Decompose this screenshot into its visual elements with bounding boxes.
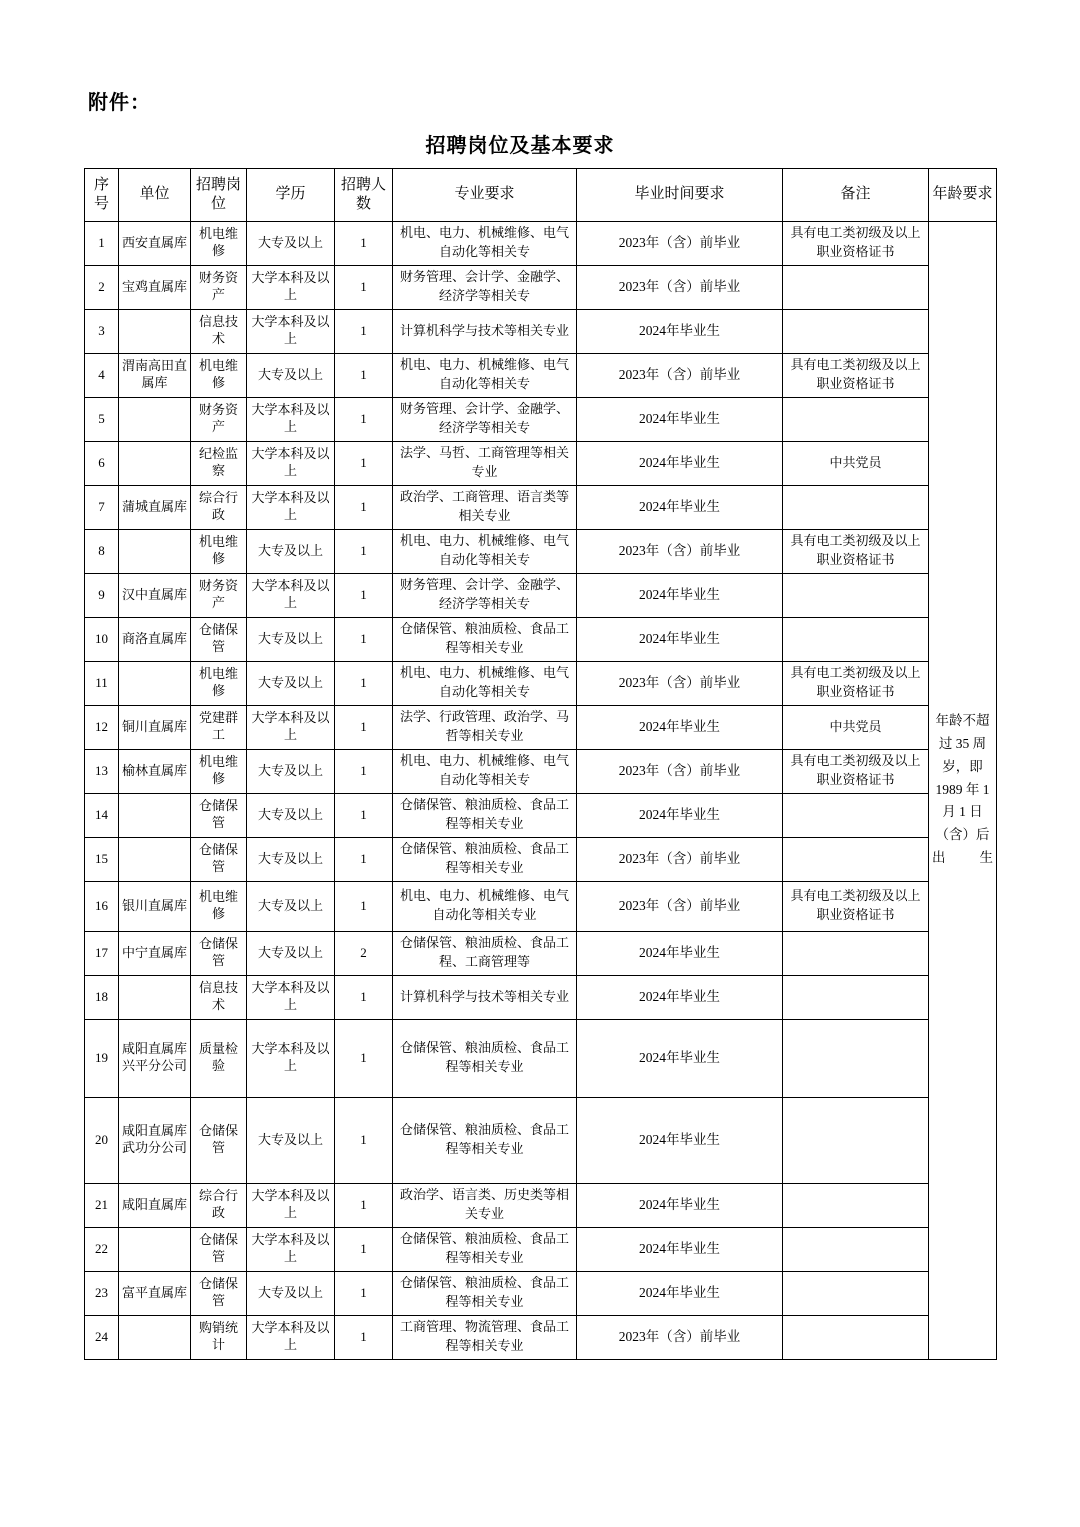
- cell-unit: [119, 1227, 191, 1271]
- cell-graduation: 2023年（含）前毕业: [577, 837, 783, 881]
- cell-major: 政治学、语言类、历史类等相关专业: [393, 1183, 577, 1227]
- cell-note: 具有电工类初级及以上职业资格证书: [783, 661, 929, 705]
- cell-education: 大专及以上: [247, 881, 335, 931]
- cell-note: 具有电工类初级及以上职业资格证书: [783, 881, 929, 931]
- cell-note: [783, 617, 929, 661]
- cell-note: 中共党员: [783, 705, 929, 749]
- header-post: 招聘岗位: [191, 169, 247, 222]
- cell-major: 机电、电力、机械维修、电气自动化等相关专: [393, 353, 577, 397]
- cell-graduation: 2023年（含）前毕业: [577, 881, 783, 931]
- cell-num: 15: [85, 837, 119, 881]
- cell-num: 5: [85, 397, 119, 441]
- cell-education: 大专及以上: [247, 617, 335, 661]
- table-row: [85, 931, 997, 975]
- cell-post: 购销统计: [191, 1315, 247, 1359]
- table-row: [85, 573, 997, 617]
- cell-count: 1: [335, 1019, 393, 1097]
- table-header-row: [85, 169, 997, 222]
- cell-count: 1: [335, 221, 393, 265]
- cell-count: 1: [335, 529, 393, 573]
- cell-unit: 宝鸡直属库: [119, 265, 191, 309]
- cell-education: 大专及以上: [247, 931, 335, 975]
- cell-num: 11: [85, 661, 119, 705]
- cell-education: 大学本科及以上: [247, 705, 335, 749]
- cell-graduation: 2024年毕业生: [577, 485, 783, 529]
- cell-education: 大专及以上: [247, 353, 335, 397]
- cell-major: 计算机科学与技术等相关专业: [393, 975, 577, 1019]
- cell-age-requirement: 年龄不超过 35 周岁，即 1989 年 1 月 1 日（含）后出生: [929, 221, 997, 1359]
- header-num: 序号: [85, 169, 119, 222]
- cell-graduation: 2024年毕业生: [577, 617, 783, 661]
- cell-graduation: 2023年（含）前毕业: [577, 529, 783, 573]
- cell-major: 工商管理、物流管理、食品工程等相关专业: [393, 1315, 577, 1359]
- cell-note: 具有电工类初级及以上职业资格证书: [783, 749, 929, 793]
- cell-count: 1: [335, 1097, 393, 1183]
- table-row: [85, 617, 997, 661]
- cell-post: 仓储保管: [191, 1227, 247, 1271]
- cell-count: 2: [335, 931, 393, 975]
- cell-note: 具有电工类初级及以上职业资格证书: [783, 529, 929, 573]
- cell-num: 8: [85, 529, 119, 573]
- cell-unit: [119, 529, 191, 573]
- cell-education: 大学本科及以上: [247, 397, 335, 441]
- cell-post: 综合行政: [191, 1183, 247, 1227]
- cell-count: 1: [335, 793, 393, 837]
- table-row: [85, 1315, 997, 1359]
- cell-graduation: 2024年毕业生: [577, 793, 783, 837]
- table-row: [85, 975, 997, 1019]
- cell-graduation: 2023年（含）前毕业: [577, 1315, 783, 1359]
- cell-note: [783, 573, 929, 617]
- cell-unit: 铜川直属库: [119, 705, 191, 749]
- cell-num: 3: [85, 309, 119, 353]
- header-education: 学历: [247, 169, 335, 222]
- cell-post: 质量检验: [191, 1019, 247, 1097]
- cell-major: 仓储保管、粮油质检、食品工程等相关专业: [393, 837, 577, 881]
- cell-major: 机电、电力、机械维修、电气自动化等相关专业: [393, 881, 577, 931]
- cell-count: 1: [335, 1315, 393, 1359]
- cell-unit: 蒲城直属库: [119, 485, 191, 529]
- cell-major: 仓储保管、粮油质检、食品工程等相关专业: [393, 793, 577, 837]
- cell-num: 1: [85, 221, 119, 265]
- cell-unit: 咸阳直属库兴平分公司: [119, 1019, 191, 1097]
- attachment-label: 附件：: [88, 92, 151, 114]
- table-row: [85, 485, 997, 529]
- cell-education: 大学本科及以上: [247, 485, 335, 529]
- cell-major: 机电、电力、机械维修、电气自动化等相关专: [393, 749, 577, 793]
- cell-num: 14: [85, 793, 119, 837]
- cell-education: 大学本科及以上: [247, 1019, 335, 1097]
- cell-unit: [119, 397, 191, 441]
- cell-count: 1: [335, 617, 393, 661]
- cell-num: 16: [85, 881, 119, 931]
- cell-note: [783, 309, 929, 353]
- table-row: [85, 1019, 997, 1097]
- cell-major: 仓储保管、粮油质检、食品工程等相关专业: [393, 617, 577, 661]
- cell-count: 1: [335, 975, 393, 1019]
- cell-education: 大学本科及以上: [247, 441, 335, 485]
- cell-note: [783, 931, 929, 975]
- table-row: [85, 221, 997, 265]
- cell-graduation: 2024年毕业生: [577, 975, 783, 1019]
- cell-graduation: 2023年（含）前毕业: [577, 265, 783, 309]
- cell-post: 机电维修: [191, 661, 247, 705]
- cell-major: 仓储保管、粮油质检、食品工程等相关专业: [393, 1097, 577, 1183]
- cell-major: 仓储保管、粮油质检、食品工程等相关专业: [393, 1227, 577, 1271]
- table-row: [85, 1097, 997, 1183]
- cell-post: 仓储保管: [191, 617, 247, 661]
- cell-num: 21: [85, 1183, 119, 1227]
- cell-note: [783, 1183, 929, 1227]
- cell-num: 2: [85, 265, 119, 309]
- cell-note: [783, 1019, 929, 1097]
- cell-note: [783, 485, 929, 529]
- table-row: [85, 837, 997, 881]
- cell-post: 仓储保管: [191, 931, 247, 975]
- cell-graduation: 2024年毕业生: [577, 441, 783, 485]
- cell-education: 大学本科及以上: [247, 309, 335, 353]
- cell-education: 大学本科及以上: [247, 265, 335, 309]
- cell-unit: [119, 837, 191, 881]
- cell-unit: 渭南高田直属库: [119, 353, 191, 397]
- cell-major: 财务管理、会计学、金融学、经济学等相关专: [393, 573, 577, 617]
- cell-major: 计算机科学与技术等相关专业: [393, 309, 577, 353]
- cell-unit: [119, 661, 191, 705]
- table-row: [85, 1227, 997, 1271]
- cell-note: [783, 397, 929, 441]
- cell-post: 综合行政: [191, 485, 247, 529]
- cell-major: 仓储保管、粮油质检、食品工程等相关专业: [393, 1019, 577, 1097]
- cell-note: [783, 1227, 929, 1271]
- cell-num: 20: [85, 1097, 119, 1183]
- cell-note: [783, 793, 929, 837]
- cell-num: 23: [85, 1271, 119, 1315]
- cell-count: 1: [335, 1271, 393, 1315]
- cell-post: 信息技术: [191, 309, 247, 353]
- table-row: [85, 309, 997, 353]
- cell-education: 大专及以上: [247, 529, 335, 573]
- cell-major: 法学、马哲、工商管理等相关专业: [393, 441, 577, 485]
- cell-post: 机电维修: [191, 529, 247, 573]
- cell-graduation: 2023年（含）前毕业: [577, 749, 783, 793]
- cell-graduation: 2024年毕业生: [577, 1183, 783, 1227]
- header-major: 专业要求: [393, 169, 577, 222]
- table-row: [85, 397, 997, 441]
- table-row: [85, 881, 997, 931]
- table-row: [85, 749, 997, 793]
- cell-graduation: 2024年毕业生: [577, 1271, 783, 1315]
- table-row: [85, 265, 997, 309]
- cell-graduation: 2023年（含）前毕业: [577, 661, 783, 705]
- cell-graduation: 2024年毕业生: [577, 309, 783, 353]
- cell-major: 机电、电力、机械维修、电气自动化等相关专: [393, 661, 577, 705]
- cell-post: 信息技术: [191, 975, 247, 1019]
- cell-graduation: 2024年毕业生: [577, 1019, 783, 1097]
- cell-education: 大专及以上: [247, 661, 335, 705]
- cell-count: 1: [335, 705, 393, 749]
- cell-education: 大专及以上: [247, 1097, 335, 1183]
- cell-num: 13: [85, 749, 119, 793]
- cell-post: 纪检监察: [191, 441, 247, 485]
- cell-count: 1: [335, 749, 393, 793]
- cell-num: 6: [85, 441, 119, 485]
- cell-num: 17: [85, 931, 119, 975]
- cell-post: 机电维修: [191, 353, 247, 397]
- cell-post: 机电维修: [191, 881, 247, 931]
- table-row: [85, 1183, 997, 1227]
- cell-unit: 西安直属库: [119, 221, 191, 265]
- cell-unit: 富平直属库: [119, 1271, 191, 1315]
- cell-note: [783, 975, 929, 1019]
- cell-count: 1: [335, 265, 393, 309]
- cell-count: 1: [335, 837, 393, 881]
- cell-count: 1: [335, 1227, 393, 1271]
- header-graduation: 毕业时间要求: [577, 169, 783, 222]
- cell-unit: 咸阳直属库: [119, 1183, 191, 1227]
- cell-post: 机电维修: [191, 749, 247, 793]
- cell-unit: [119, 309, 191, 353]
- cell-major: 机电、电力、机械维修、电气自动化等相关专: [393, 221, 577, 265]
- cell-post: 机电维修: [191, 221, 247, 265]
- cell-education: 大学本科及以上: [247, 975, 335, 1019]
- cell-education: 大学本科及以上: [247, 1183, 335, 1227]
- cell-num: 7: [85, 485, 119, 529]
- cell-count: 1: [335, 485, 393, 529]
- cell-note: 中共党员: [783, 441, 929, 485]
- cell-unit: 咸阳直属库武功分公司: [119, 1097, 191, 1183]
- cell-education: 大专及以上: [247, 837, 335, 881]
- cell-education: 大学本科及以上: [247, 573, 335, 617]
- cell-major: 财务管理、会计学、金融学、经济学等相关专: [393, 265, 577, 309]
- cell-num: 24: [85, 1315, 119, 1359]
- cell-post: 仓储保管: [191, 793, 247, 837]
- cell-graduation: 2024年毕业生: [577, 705, 783, 749]
- header-age: 年龄要求: [929, 169, 997, 222]
- cell-note: [783, 1315, 929, 1359]
- table-row: [85, 353, 997, 397]
- header-count: 招聘人数: [335, 169, 393, 222]
- cell-unit: 银川直属库: [119, 881, 191, 931]
- cell-unit: 商洛直属库: [119, 617, 191, 661]
- cell-post: 党建群工: [191, 705, 247, 749]
- cell-education: 大专及以上: [247, 1271, 335, 1315]
- cell-unit: [119, 441, 191, 485]
- cell-note: [783, 837, 929, 881]
- table-row: [85, 705, 997, 749]
- cell-count: 1: [335, 397, 393, 441]
- cell-unit: 汉中直属库: [119, 573, 191, 617]
- table-row: [85, 529, 997, 573]
- cell-note: [783, 265, 929, 309]
- cell-unit: [119, 1315, 191, 1359]
- header-unit: 单位: [119, 169, 191, 222]
- cell-num: 10: [85, 617, 119, 661]
- cell-num: 18: [85, 975, 119, 1019]
- page-title: 招聘岗位及基本要求: [425, 135, 615, 157]
- cell-graduation: 2024年毕业生: [577, 573, 783, 617]
- cell-note: [783, 1097, 929, 1183]
- cell-major: 机电、电力、机械维修、电气自动化等相关专: [393, 529, 577, 573]
- cell-major: 政治学、工商管理、语言类等相关专业: [393, 485, 577, 529]
- cell-major: 财务管理、会计学、金融学、经济学等相关专: [393, 397, 577, 441]
- cell-post: 仓储保管: [191, 837, 247, 881]
- cell-major: 仓储保管、粮油质检、食品工程、工商管理等: [393, 931, 577, 975]
- table-row: [85, 661, 997, 705]
- table-row: [85, 793, 997, 837]
- cell-post: 财务资产: [191, 265, 247, 309]
- cell-post: 财务资产: [191, 573, 247, 617]
- cell-education: 大学本科及以上: [247, 1315, 335, 1359]
- cell-count: 1: [335, 309, 393, 353]
- cell-count: 1: [335, 661, 393, 705]
- cell-post: 仓储保管: [191, 1271, 247, 1315]
- cell-note: 具有电工类初级及以上职业资格证书: [783, 221, 929, 265]
- cell-major: 仓储保管、粮油质检、食品工程等相关专业: [393, 1271, 577, 1315]
- cell-education: 大专及以上: [247, 793, 335, 837]
- cell-unit: 榆林直属库: [119, 749, 191, 793]
- table-row: [85, 1271, 997, 1315]
- cell-post: 财务资产: [191, 397, 247, 441]
- header-note: 备注: [783, 169, 929, 222]
- cell-count: 1: [335, 1183, 393, 1227]
- cell-count: 1: [335, 881, 393, 931]
- cell-unit: [119, 975, 191, 1019]
- cell-education: 大专及以上: [247, 749, 335, 793]
- cell-num: 22: [85, 1227, 119, 1271]
- cell-count: 1: [335, 573, 393, 617]
- cell-major: 法学、行政管理、政治学、马哲等相关专业: [393, 705, 577, 749]
- cell-graduation: 2024年毕业生: [577, 931, 783, 975]
- cell-unit: 中宁直属库: [119, 931, 191, 975]
- cell-num: 12: [85, 705, 119, 749]
- cell-note: 具有电工类初级及以上职业资格证书: [783, 353, 929, 397]
- cell-count: 1: [335, 353, 393, 397]
- cell-count: 1: [335, 441, 393, 485]
- cell-graduation: 2023年（含）前毕业: [577, 353, 783, 397]
- cell-post: 仓储保管: [191, 1097, 247, 1183]
- cell-graduation: 2023年（含）前毕业: [577, 221, 783, 265]
- cell-graduation: 2024年毕业生: [577, 1097, 783, 1183]
- cell-unit: [119, 793, 191, 837]
- recruitment-table: [84, 168, 997, 1360]
- cell-num: 9: [85, 573, 119, 617]
- cell-education: 大专及以上: [247, 221, 335, 265]
- cell-graduation: 2024年毕业生: [577, 397, 783, 441]
- table-row: [85, 441, 997, 485]
- cell-num: 19: [85, 1019, 119, 1097]
- cell-num: 4: [85, 353, 119, 397]
- cell-graduation: 2024年毕业生: [577, 1227, 783, 1271]
- cell-education: 大学本科及以上: [247, 1227, 335, 1271]
- cell-note: [783, 1271, 929, 1315]
